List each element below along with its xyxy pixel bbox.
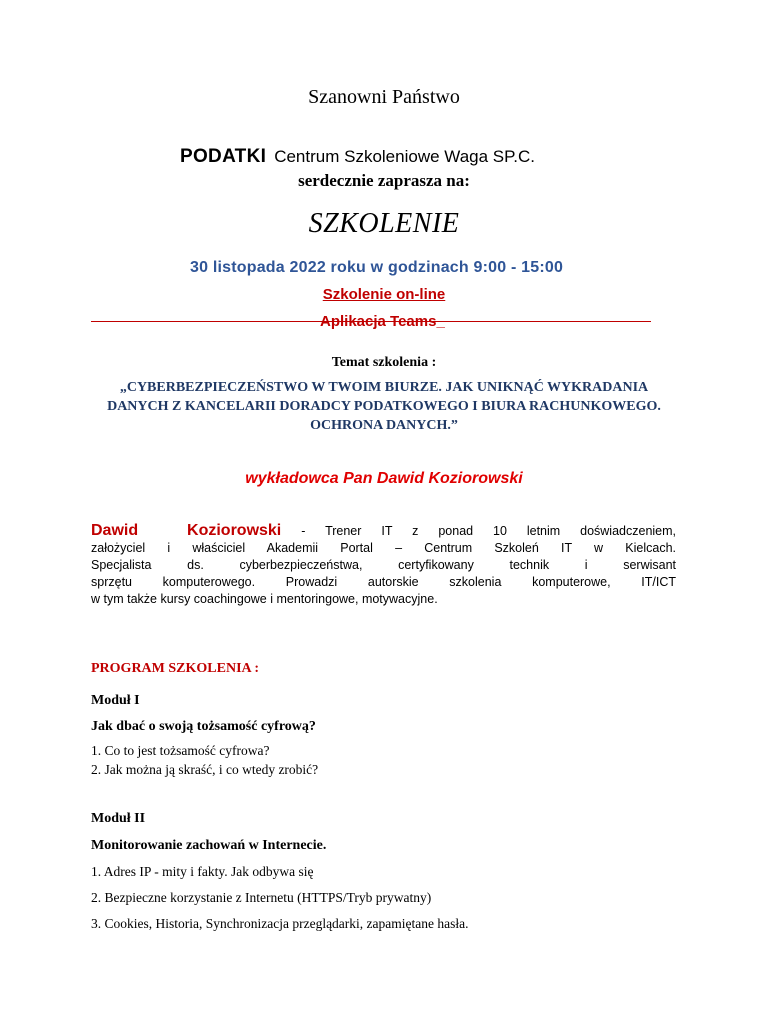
bio-line [91,522,676,540]
organizer-brand: PODATKI [180,146,267,167]
module-title: Moduł I [91,693,140,708]
module-item: 1. Adres IP - mity i fakty. Jak odbywa się [91,864,314,879]
bio-name: Dawid Koziorowski [91,522,282,539]
bio-line: Specjalista ds. cyberbezpieczeństwa, certyfikowany technik i serwisant [91,558,676,572]
module-item: 1. Co to jest tożsamość cyfrowa? [91,743,270,758]
event-date: 30 listopada 2022 roku w godzinach 9:00 - 15:00 [190,259,564,276]
module-item: 2. Jak można ją skraść, i co wtedy zrobić? [91,762,319,777]
module-question: Monitorowanie zachowań w Internecie. [91,838,327,853]
invite-text: serdecznie zaprasza na: [298,171,470,190]
bio-line: w tym także kursy coachingowe i mentoringowe, motywacyjne. [91,592,438,606]
organizer-line [180,146,535,168]
organizer-name: Centrum Szkoleniowe Waga SP.C. [274,147,535,166]
greeting: Szanowni Państwo [308,86,460,108]
lecturer-bio [91,522,676,608]
bio-line: sprzętu komputerowego. Prowadzi autorskie szkolenia komputerowe, IT/ICT [91,575,676,589]
event-format: Szkolenie on-line [322,286,446,303]
topic-label: Temat szkolenia : [331,355,437,370]
lecturer-name: wykładowca Pan Dawid Koziorowski [245,470,523,487]
event-application: Aplikacja Teams_ [320,313,445,330]
bio-line-text: - Trener IT z ponad 10 letnim doświadczeniem, [301,524,677,538]
module-question: Jak dbać o swoją tożsamość cyfrową? [91,719,316,734]
bio-line: założyciel i właściciel Akademii Portal – Centrum Szkoleń IT w Kielcach. [91,541,676,555]
module-item: 3. Cookies, Historia, Synchronizacja przeglądarki, zapamiętane hasła. [91,916,469,931]
topic-text: „CYBERBEZPIECZEŃSTWO W TWOIM BIURZE. JAK UNIKNĄĆ WYKRADANIA DANYCH Z KANCELARII DORADCY PODATKOWEGO I BIURA RACHUNKOWEGO. OCHRONA DANYCH.” [107,380,661,433]
event-title: SZKOLENIE [308,208,460,239]
module-title: Moduł II [91,811,146,826]
module-item: 2. Bezpieczne korzystanie z Internetu (HTTPS/Tryb prywatny) [91,890,432,905]
program-heading: PROGRAM SZKOLENIA : [91,661,260,676]
